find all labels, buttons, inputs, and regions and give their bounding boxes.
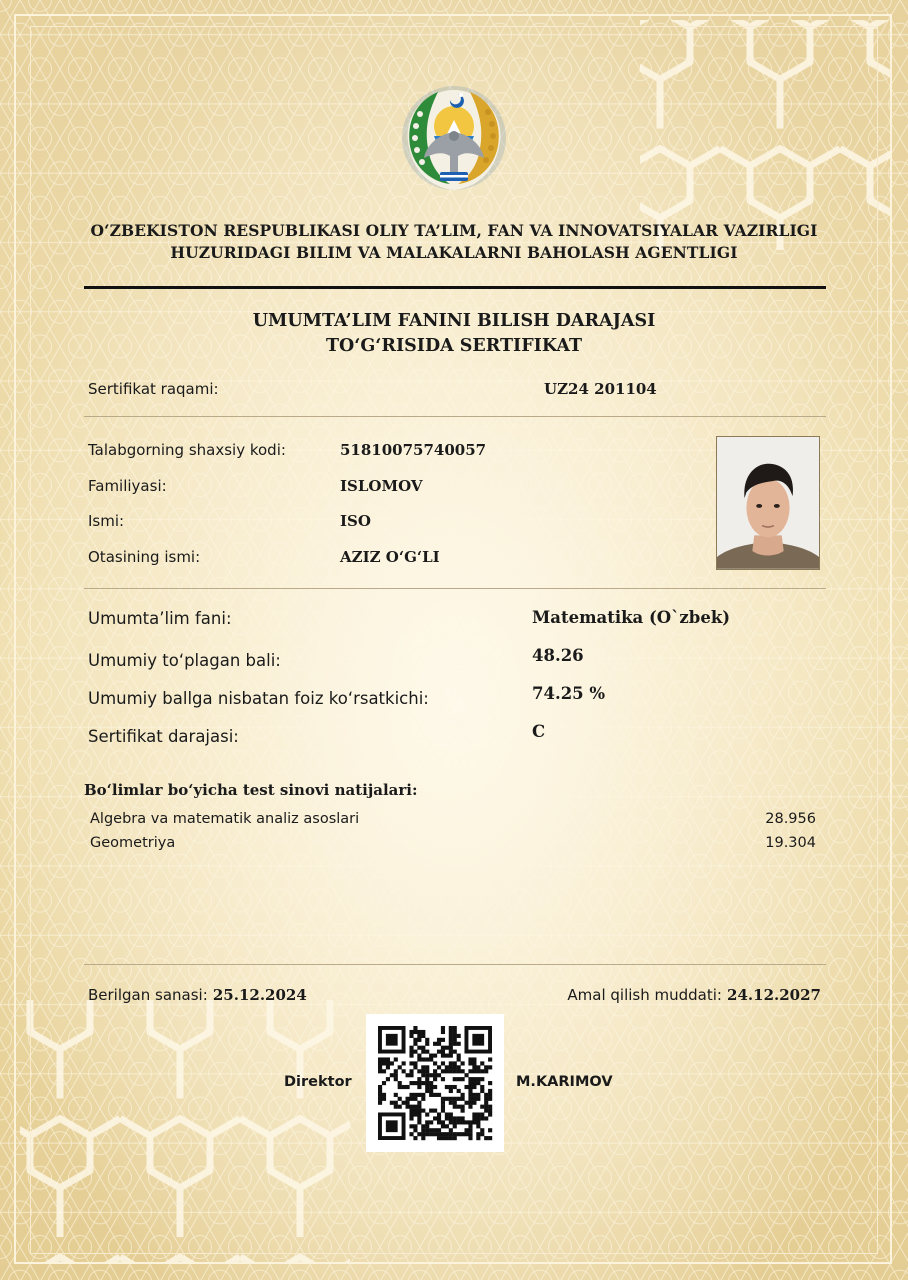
subject-label: Umumta’lim fani: — [88, 609, 232, 628]
sections-heading: Bo‘limlar bo‘yicha test sinovi natijalari: — [84, 781, 418, 799]
organization-line-1: O‘ZBEKISTON RESPUBLIKASI OLIY TA’LIM, FAN VA INNOVATSIYALAR VAZIRLIGI — [90, 221, 818, 240]
total-score-value: 48.26 — [532, 646, 584, 665]
issue-date-label: Berilgan sanasi: — [88, 986, 208, 1004]
validity-date-label: Amal qilish muddati: — [567, 986, 722, 1004]
personal-code-label: Talabgorning shaxsiy kodi: — [88, 441, 286, 459]
header-rule — [84, 286, 826, 289]
issue-date — [88, 985, 307, 1004]
name-value: ISO — [340, 512, 371, 530]
section-score: 28.956 — [765, 811, 816, 827]
divider — [84, 588, 826, 589]
surname-value: ISLOMOV — [340, 477, 423, 495]
patronymic-label: Otasining ismi: — [88, 548, 201, 566]
certificate-level-value: C — [532, 722, 546, 741]
director-name: M.KARIMOV — [516, 1074, 613, 1090]
name-label: Ismi: — [88, 512, 125, 530]
organization-line-2: HUZURIDAGI BILIM VA MALAKALARNI BAHOLASH AGENTLIGI — [170, 243, 738, 262]
divider — [84, 416, 826, 417]
certificate-title-line-1: UMUMTA’LIM FANINI BILISH DARAJASI — [252, 311, 656, 331]
state-emblem-icon — [394, 80, 514, 198]
personal-code-value: 51810075740057 — [340, 441, 487, 459]
applicant-photo — [716, 436, 820, 570]
certificate-number-value: UZ24 201104 — [544, 380, 657, 398]
validity-date-value: 24.12.2027 — [727, 986, 821, 1004]
section-name: Geometriya — [90, 835, 176, 851]
subject-value: Matematika (O`zbek) — [532, 608, 731, 627]
validity-date — [567, 985, 821, 1004]
divider — [84, 964, 826, 965]
section-name: Algebra va matematik analiz asoslari — [90, 811, 360, 827]
certificate-title-line-2: TO‘G‘RISIDA SERTIFIKAT — [326, 336, 582, 356]
percent-label: Umumiy ballga nisbatan foiz ko‘rsatkichi: — [88, 689, 429, 708]
surname-label: Familiyasi: — [88, 477, 167, 495]
certificate-level-label: Sertifikat darajasi: — [88, 727, 239, 746]
qr-code-icon[interactable] — [366, 1014, 504, 1152]
patronymic-value: AZIZ O‘G‘LI — [340, 548, 440, 566]
certificate-number-label: Sertifikat raqami: — [88, 380, 219, 398]
total-score-label: Umumiy to‘plagan bali: — [88, 651, 281, 670]
director-role: Direktor — [284, 1074, 352, 1090]
issue-date-value: 25.12.2024 — [212, 986, 307, 1004]
percent-value: 74.25 % — [532, 684, 606, 703]
section-score: 19.304 — [765, 835, 816, 851]
